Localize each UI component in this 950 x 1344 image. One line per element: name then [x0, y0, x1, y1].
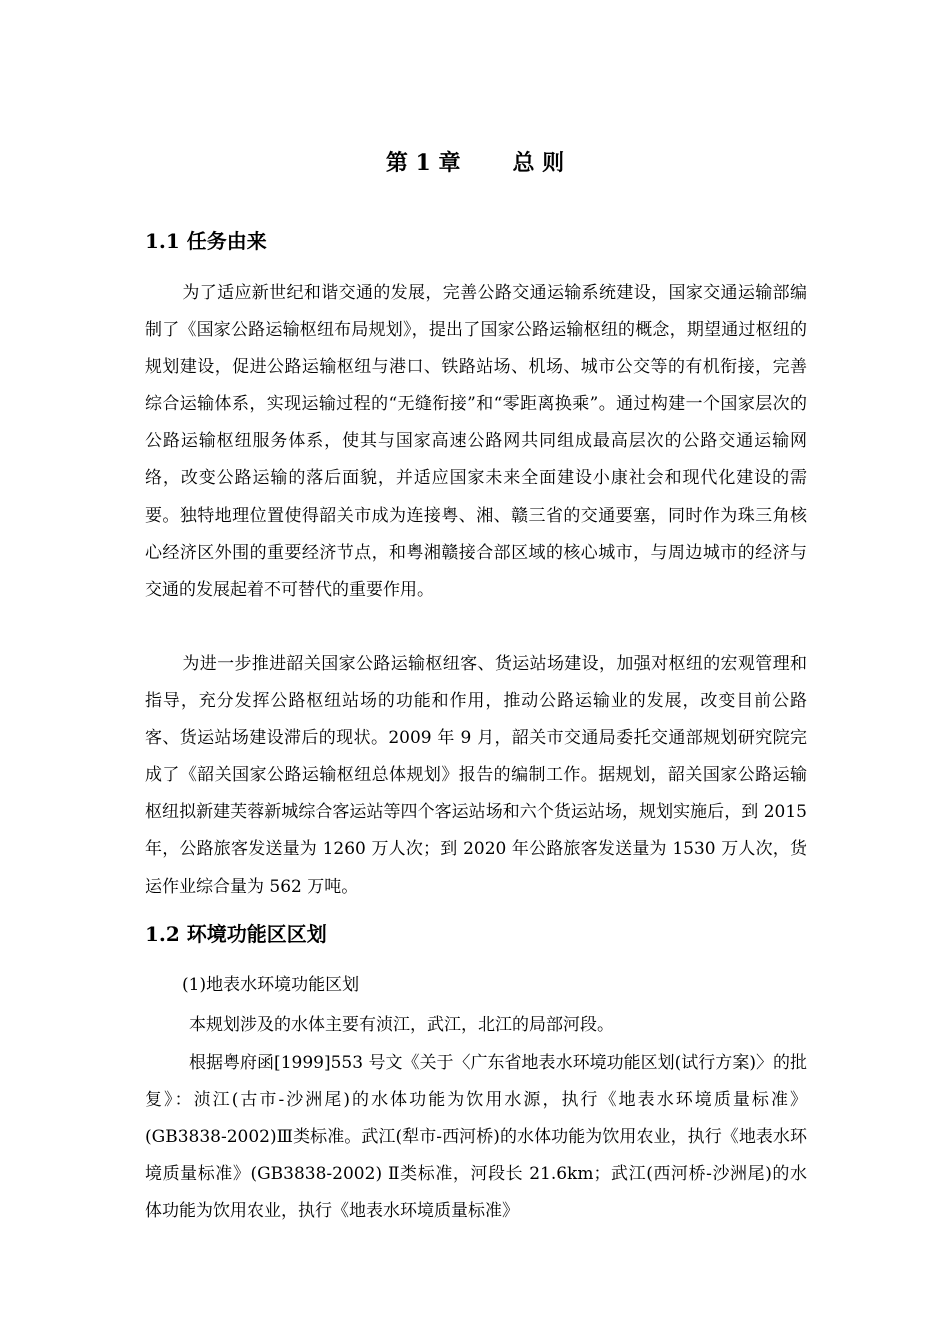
- paragraph-text: 为了适应新世纪和谐交通的发展，完善公路交通运输系统建设，国家交通运输部编制了《国家公路运输枢纽布局规划》，提出了国家公路运输枢纽的概念，期望通过枢纽的规划建设，促进公路运输枢纽与港口、铁路站场、机场、城市公交等的有机衔接，完善综合运输体系，实现运输过程的“无缝衔接”和“零距离换乘”。通过构建一个国家层次的公路运输枢纽服务体系，使其与国家高速公路网共同组成最高层次的公路交通运输网络，改变公路运输的落后面貌，并适应国家未来全面建设小康社会和现代化建设的需要。独特地理位置使得韶关市成为连接粤、湘、赣三省的交通要塞，同时作为珠三角核心经济区外围的重要经济节点，和粤湘赣接合部区域的核心城市，与周边城市的经济与交通的发展起着不可替代的重要作用。: [145, 283, 807, 600]
- paragraph-text: 根据粤府函[1999]553 号文《关于〈广东省地表水环境功能区划(试行方案)〉的批复》：浈江(古市-沙洲尾)的水体功能为饮用水源，执行《地表水环境质量标准》(GB3838-2002)Ⅲ类标准。武江(犁市-西河桥)的水体功能为饮用农业，执行《地表水环境质量标准》(GB3838-2002) Ⅱ类标准，河段长 21.6km；武江(西河桥-沙洲尾)的水体功能为饮用农业，执行《地表水环境质量标准》: [145, 1053, 807, 1222]
- chapter-title: [0, 148, 950, 178]
- paragraph-task-origin-2: [145, 646, 807, 906]
- paragraph-task-origin-1: [145, 275, 807, 609]
- paragraph-water-function: [145, 1045, 807, 1230]
- water-bodies-line: 本规划涉及的水体主要有浈江，武江，北江的局部河段。: [189, 1015, 614, 1035]
- chapter-name: 总 则: [512, 150, 565, 176]
- paragraph-text: 为进一步推进韶关国家公路运输枢纽客、货运站场建设，加强对枢纽的宏观管理和指导，充分发挥公路枢纽站场的功能和作用，推动公路运输业的发展，改变目前公路客、货运站场建设滞后的现状。2009 年 9 月，韶关市交通局委托交通部规划研究院完成了《韶关国家公路运输枢纽总体规划》报告的编制工作。据规划，韶关国家公路运输枢纽拟新建芙蓉新城综合客运站等四个客运站场和六个货运站场，规划实施后，到 2015 年，公路旅客发送量为 1260 万人次；到 2020 年公路旅客发送量为 1530 万人次，货运作业综合量为 562 万吨。: [145, 654, 807, 897]
- chapter-number: 第 1 章: [385, 150, 461, 176]
- subheading-surface-water: (1)地表水环境功能区划: [182, 975, 360, 995]
- section-heading-1-2: 1.2 环境功能区区划: [145, 922, 327, 946]
- section-heading-1-1: 1.1 任务由来: [145, 229, 267, 253]
